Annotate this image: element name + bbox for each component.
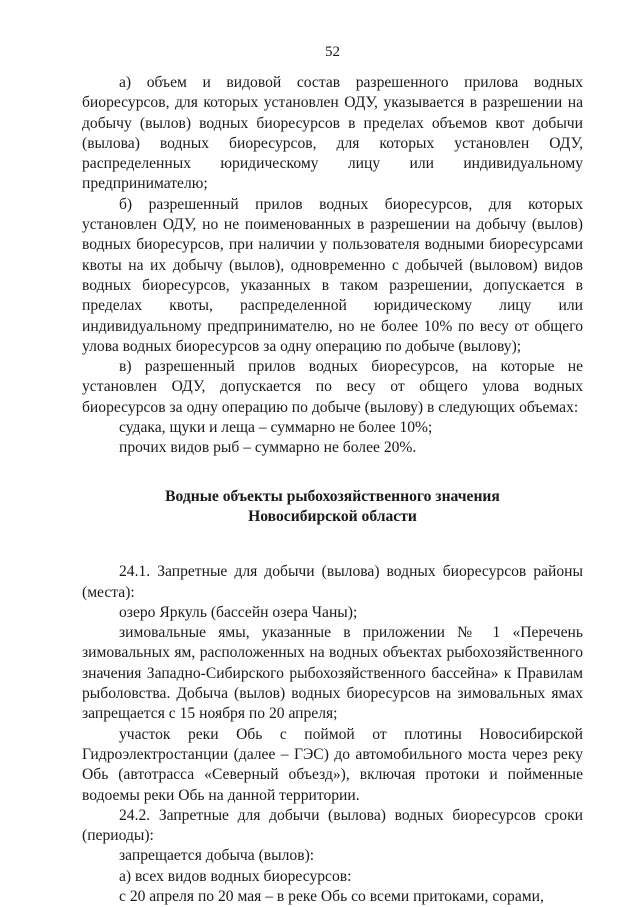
paragraph-a: а) объем и видовой состав разрешенного прилова водных биоресурсов, для которых установлен ОДУ, указывается в разрешении на добычу (вылов) водных биоресурсов в пределах объемов квот добычи (вылова) водных биоресурсов, для которых установлен ОДУ, распределенных юридическому лицу или индивидуальному предпринимателю; [82,74,583,193]
paragraph-pits: зимовальные ямы, указанные в приложении № 1 «Перечень зимовальных ям, расположенных на водных объектах рыбохозяйственного значения Западно-Сибирского рыбохозяйственного бассейна» к Правилам рыболовства. Добыча (вылов) водных биоресурсов на зимовальных ямах запрещается с 15 ноября по 20 апреля; [82,624,583,723]
paragraph-list-2: прочих видов рыб – суммарно не более 20%. [119,439,417,457]
paragraph-prohibited: запрещается добыча (вылов): [119,847,315,865]
paragraph-list-1: судака, щуки и леща – суммарно не более 10%; [119,419,433,437]
paragraph-b: б) разрешенный прилов водных биоресурсов, для которых установлен ОДУ, но не поименованных в разрешении на добычу (вылов) водных биоресурсов, при наличии у пользователя водными биоресурсами квоты на их добычу (вылов), одновременно с добычей (выловом) видов водных биоресурсов, указанных в таком разрешении, допускается в пределах квоты, распределенной юридическому лицу или индивидуальному предпринимателю, но не более 10% по весу от общего улова водных биоресурсов за одну операцию по добыче (вылову); [82,195,583,355]
paragraph-dates: с 20 апреля по 20 мая – в реке Обь со всеми притоками, сорами, [119,887,544,905]
paragraph-ob: участок реки Обь с поймой от плотины Новосибирской Гидроэлектростанции (далее – ГЭС) до автомобильного моста через реку Обь (автотрасса «Северный объезд»), включая протоки и пойменные водоемы реки Обь на данной территории. [82,725,583,804]
paragraph-24-1: 24.1. Запретные для добычи (вылова) водных биоресурсов районы (места): [82,563,583,601]
paragraph-v: в) разрешенный прилов водных биоресурсов, на которые не установлен ОДУ, допускается по весу от общего улова водных биоресурсов за одну операцию по добыче (вылову) в следующих объемах: [82,358,583,416]
paragraph-lake: озеро Яркуль (бассейн озера Чаны); [119,603,358,621]
paragraph-all-species: а) всех видов водных биоресурсов: [119,867,352,885]
section-heading [82,487,583,528]
heading-line-1: Водные объекты рыбохозяйственного значения [165,487,500,505]
heading-line-2: Новосибирской области [248,507,417,525]
section-top [82,73,583,459]
section-bottom [82,562,583,907]
page-number: 52 [325,44,340,60]
paragraph-24-2: 24.2. Запретные для добычи (вылова) водных биоресурсов сроки (периоды): [82,806,583,845]
